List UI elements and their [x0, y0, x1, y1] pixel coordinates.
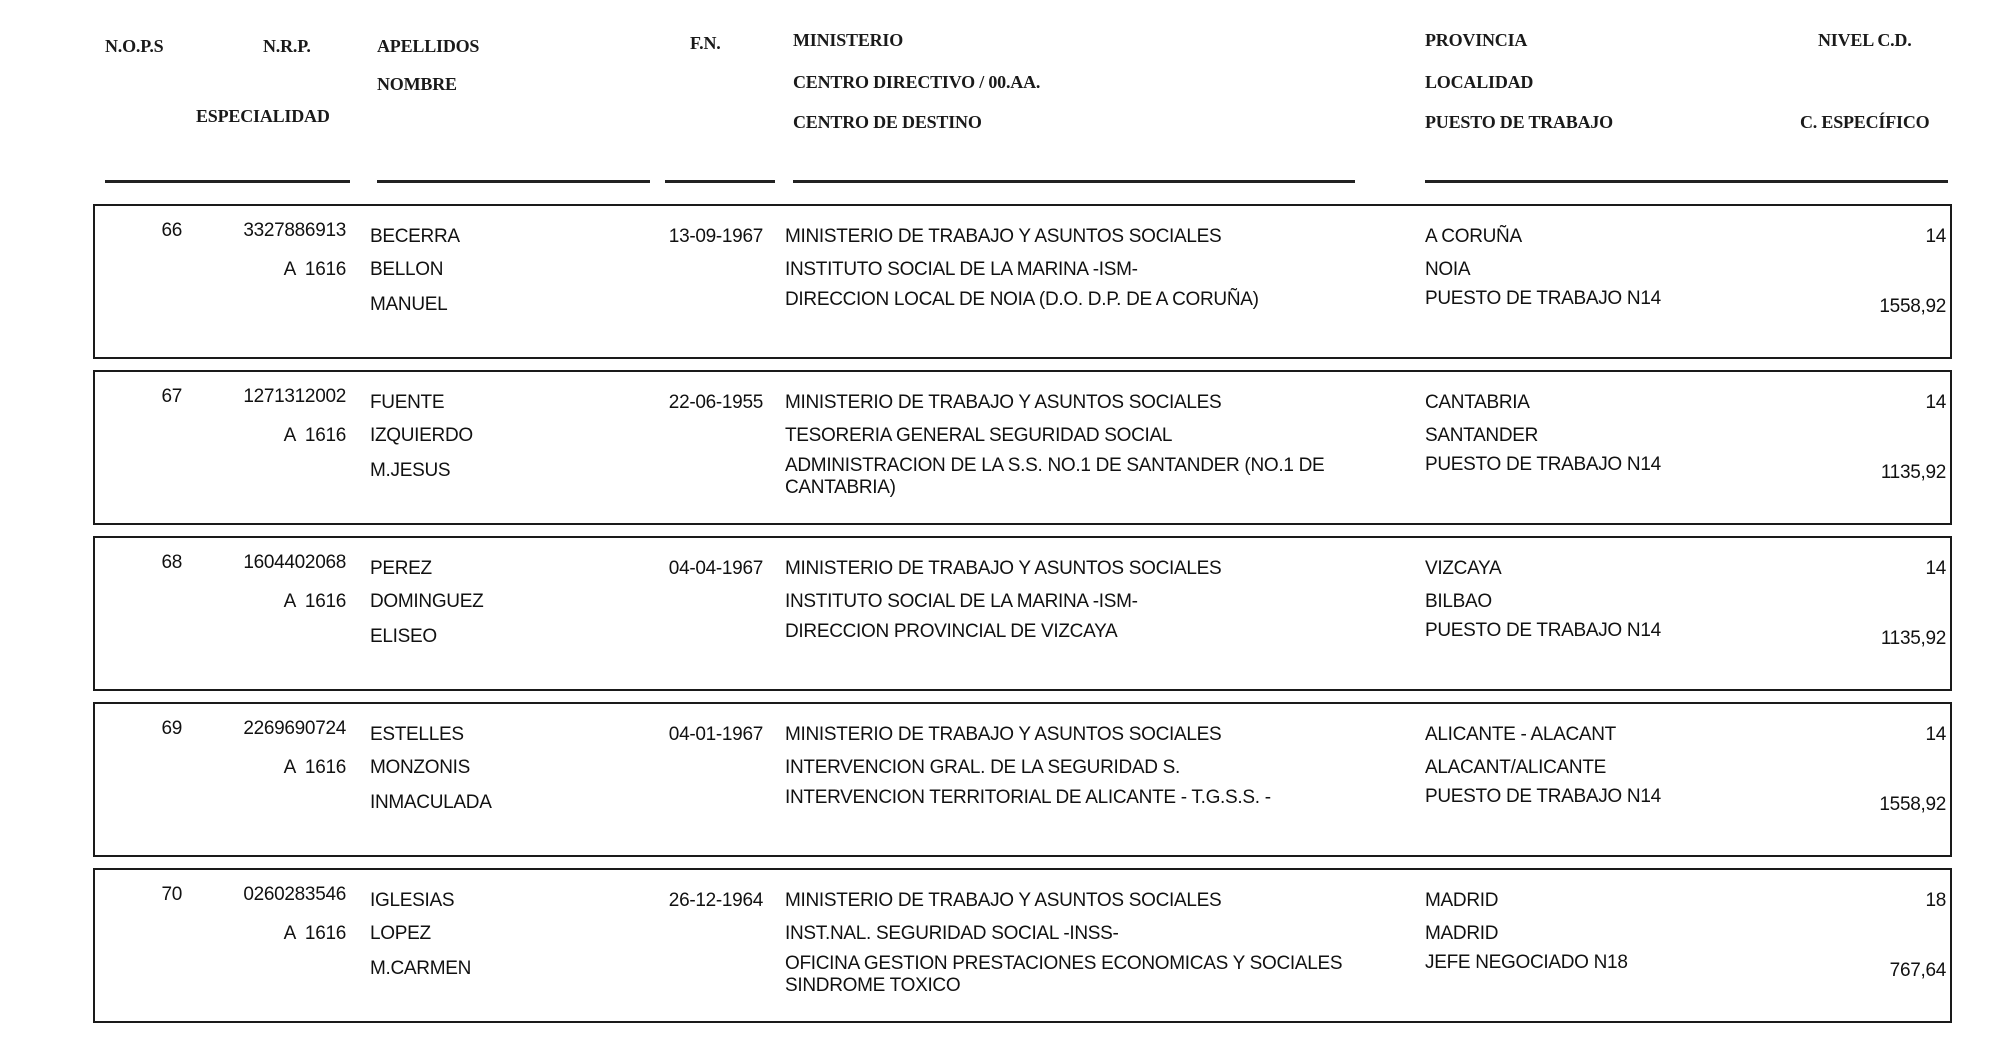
record-puesto: JEFE NEGOCIADO N18: [1425, 952, 1628, 973]
header-centro-directivo: CENTRO DIRECTIVO / 00.AA.: [793, 72, 1041, 92]
record-nombre: MANUEL: [370, 294, 448, 315]
record-nivel: 18: [1925, 890, 1946, 911]
record-apellido2: MONZONIS: [370, 757, 470, 778]
record-puesto: PUESTO DE TRABAJO N14: [1425, 288, 1661, 309]
record-apellido1: PEREZ: [370, 558, 432, 579]
header-rule: [665, 180, 775, 183]
record-fn: 13-09-1967: [668, 226, 763, 247]
record-fn: 04-01-1967: [668, 724, 763, 745]
header-rule: [793, 180, 1355, 183]
record-centro-directivo: INSTITUTO SOCIAL DE LA MARINA -ISM-: [785, 591, 1138, 612]
record-box: [93, 868, 1952, 1023]
record-especifico: 1135,92: [1880, 462, 1946, 483]
record-especialidad: A 1616: [283, 259, 346, 280]
record-provincia: MADRID: [1425, 890, 1499, 911]
record-especialidad: A 1616: [283, 591, 346, 612]
record-especifico: 1558,92: [1879, 794, 1946, 815]
record-apellido2: BELLON: [370, 259, 444, 280]
record-especifico: 1558,92: [1879, 296, 1946, 317]
header-nivel: NIVEL C.D.: [1818, 30, 1912, 50]
record-centro-directivo: TESORERIA GENERAL SEGURIDAD SOCIAL: [785, 425, 1173, 446]
header-especifico: C. ESPECÍFICO: [1800, 112, 1930, 132]
record-puesto: PUESTO DE TRABAJO N14: [1425, 454, 1661, 475]
record-especifico: 1135,92: [1880, 628, 1946, 649]
record-nops: 70: [161, 884, 182, 905]
record-localidad: NOIA: [1425, 259, 1471, 280]
record-ministerio: MINISTERIO DE TRABAJO Y ASUNTOS SOCIALES: [785, 724, 1222, 745]
record-apellido1: BECERRA: [370, 226, 460, 247]
record-nombre: M.CARMEN: [370, 958, 472, 979]
record-localidad: SANTANDER: [1425, 425, 1539, 446]
header-provincia: PROVINCIA: [1425, 30, 1528, 50]
header-nops: N.O.P.S: [105, 36, 164, 56]
record-box: [93, 536, 1952, 691]
record-apellido2: IZQUIERDO: [370, 425, 473, 446]
record-apellido1: ESTELLES: [370, 724, 464, 745]
record-fn: 04-04-1967: [668, 558, 763, 579]
header-rule: [377, 180, 650, 183]
record-box: [93, 702, 1952, 857]
record-box: [93, 204, 1952, 359]
record-localidad: ALACANT/ALICANTE: [1425, 757, 1607, 778]
record-centro-destino: DIRECCION PROVINCIAL DE VIZCAYA: [785, 621, 1118, 642]
record-centro-destino: DIRECCION LOCAL DE NOIA (D.O. D.P. DE A CORUÑA): [785, 289, 1259, 310]
record-nivel: 14: [1925, 226, 1946, 247]
record-apellido2: DOMINGUEZ: [370, 591, 484, 612]
header-rule: [1425, 180, 1948, 183]
record-provincia: A CORUÑA: [1425, 226, 1522, 247]
record-localidad: MADRID: [1425, 923, 1499, 944]
record-nops: 69: [161, 718, 182, 739]
record-ministerio: MINISTERIO DE TRABAJO Y ASUNTOS SOCIALES: [785, 226, 1222, 247]
record-fn: 26-12-1964: [668, 890, 763, 911]
header-puesto: PUESTO DE TRABAJO: [1425, 112, 1613, 132]
header-apellidos: APELLIDOS: [377, 36, 480, 56]
record-apellido1: FUENTE: [370, 392, 445, 413]
record-localidad: BILBAO: [1425, 591, 1492, 612]
record-especialidad: A 1616: [283, 923, 346, 944]
record-fn: 22-06-1955: [668, 392, 763, 413]
record-nombre: ELISEO: [370, 626, 437, 647]
record-nops: 68: [161, 552, 182, 573]
record-nops: 67: [161, 386, 182, 407]
header-fn: F.N.: [690, 33, 721, 53]
record-puesto: PUESTO DE TRABAJO N14: [1425, 620, 1661, 641]
record-especifico: 767,64: [1889, 960, 1946, 981]
record-provincia: CANTABRIA: [1425, 392, 1530, 413]
record-puesto: PUESTO DE TRABAJO N14: [1425, 786, 1661, 807]
record-nombre: M.JESUS: [370, 460, 451, 481]
record-ministerio: MINISTERIO DE TRABAJO Y ASUNTOS SOCIALES: [785, 558, 1222, 579]
record-centro-destino: INTERVENCION TERRITORIAL DE ALICANTE - T.G.S.S. -: [785, 787, 1271, 808]
record-centro-directivo: INSTITUTO SOCIAL DE LA MARINA -ISM-: [785, 259, 1138, 280]
record-nivel: 14: [1925, 558, 1946, 579]
record-nrp: 0260283546: [243, 884, 346, 905]
record-nombre: INMACULADA: [370, 792, 492, 813]
header-especialidad: ESPECIALIDAD: [196, 106, 330, 126]
record-provincia: VIZCAYA: [1425, 558, 1502, 579]
record-centro-directivo: INST.NAL. SEGURIDAD SOCIAL -INSS-: [785, 923, 1119, 944]
record-nivel: 14: [1925, 392, 1946, 413]
record-ministerio: MINISTERIO DE TRABAJO Y ASUNTOS SOCIALES: [785, 392, 1222, 413]
record-box: [93, 370, 1952, 525]
record-nrp: 2269690724: [243, 718, 346, 739]
header-centro-destino: CENTRO DE DESTINO: [793, 112, 982, 132]
record-especialidad: A 1616: [283, 757, 346, 778]
record-nrp: 1604402068: [243, 552, 346, 573]
header-nombre: NOMBRE: [377, 74, 457, 94]
record-centro-directivo: INTERVENCION GRAL. DE LA SEGURIDAD S.: [785, 757, 1181, 778]
record-especialidad: A 1616: [283, 425, 346, 446]
header-rule: [105, 180, 350, 183]
record-nrp: 3327886913: [243, 220, 346, 241]
record-nops: 66: [161, 220, 182, 241]
record-nrp: 1271312002: [243, 386, 346, 407]
header-localidad: LOCALIDAD: [1425, 72, 1534, 92]
record-ministerio: MINISTERIO DE TRABAJO Y ASUNTOS SOCIALES: [785, 890, 1222, 911]
record-apellido2: LOPEZ: [370, 923, 431, 944]
record-provincia: ALICANTE - ALACANT: [1425, 724, 1616, 745]
header-nrp: N.R.P.: [263, 36, 311, 56]
record-centro-destino: OFICINA GESTION PRESTACIONES ECONOMICAS Y SOCIALES SINDROME TOXICO: [785, 953, 1343, 996]
record-apellido1: IGLESIAS: [370, 890, 455, 911]
record-centro-destino: ADMINISTRACION DE LA S.S. NO.1 DE SANTANDER (NO.1 DE CANTABRIA): [785, 455, 1325, 498]
header-ministerio: MINISTERIO: [793, 30, 904, 50]
record-nivel: 14: [1925, 724, 1946, 745]
